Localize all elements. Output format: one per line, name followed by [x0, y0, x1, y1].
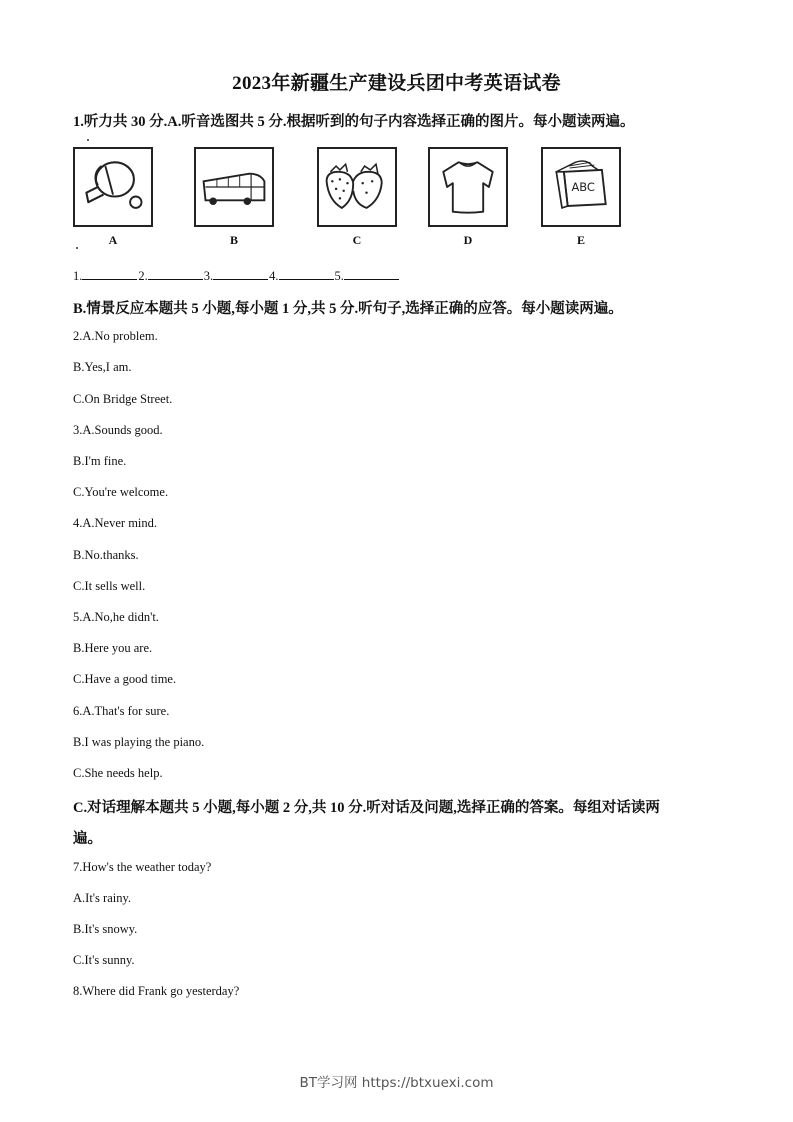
picture-b-label: B	[229, 233, 238, 247]
stray-dot	[87, 139, 89, 141]
picture-e	[541, 147, 621, 227]
ping-pong-paddle-icon	[75, 149, 151, 225]
option-line: 6.A.That's for sure.	[73, 704, 170, 718]
option-line: 4.A.Never mind.	[73, 516, 158, 530]
blank-label-4: 4.	[269, 269, 279, 283]
t-shirt-icon	[430, 149, 506, 225]
question-line: 8.Where did Frank go yesterday?	[73, 984, 240, 998]
option-line: C.Have a good time.	[73, 672, 177, 686]
sectionC-heading: C.对话理解本题共 5 小题,每小题 2 分,共 10 分.听对话及问题,选择正确的答案。每组对话读两	[73, 800, 660, 816]
option-line: B.It's snowy.	[73, 922, 138, 936]
picture-d	[428, 147, 508, 227]
option-line: C.On Bridge Street.	[73, 392, 173, 406]
abc-book-icon	[543, 149, 619, 225]
option-line: B.I'm fine.	[73, 454, 127, 468]
picture-b	[194, 147, 274, 227]
watermark-footer: BT学习网 https://btxuexi.com	[299, 1075, 494, 1091]
picture-e-label: E	[576, 233, 585, 247]
sectionC-heading-continued: 遍。	[73, 831, 102, 847]
stray-dot	[76, 247, 78, 249]
option-line: C.You're welcome.	[73, 485, 169, 499]
page-title: 2023年新疆生产建设兵团中考英语试卷	[232, 73, 561, 94]
question-line: 7.How's the weather today?	[73, 860, 212, 874]
picture-c-label: C	[352, 233, 362, 247]
blank-label-3: 3.	[203, 269, 214, 283]
answer-blank-1[interactable]	[82, 267, 137, 280]
option-line: B.Yes,I am.	[73, 360, 132, 374]
option-line: A.It's rainy.	[73, 891, 132, 905]
blank-label-5: 5.	[334, 269, 344, 283]
strawberries-icon	[319, 149, 395, 225]
option-line: C.It's sunny.	[73, 953, 135, 967]
option-line: 3.A.Sounds good.	[73, 423, 163, 437]
picture-a	[73, 147, 153, 227]
section1-heading: 1.听力共 30 分.A.听音选图共 5 分.根据听到的句子内容选择正确的图片。每小题读两遍。	[73, 114, 635, 130]
picture-c	[317, 147, 397, 227]
picture-d-label: D	[463, 233, 473, 247]
option-line: B.No.thanks.	[73, 548, 139, 562]
answer-blank-2[interactable]	[148, 267, 203, 280]
bus-icon	[196, 149, 272, 225]
option-line: 2.A.No problem.	[73, 329, 158, 343]
option-line: C.She needs help.	[73, 766, 163, 780]
blank-label-2: 2.	[138, 269, 148, 283]
option-line: 5.A.No,he didn't.	[73, 610, 159, 624]
answer-blank-5[interactable]	[344, 267, 399, 280]
sectionB-heading: B.情景反应本题共 5 小题,每小题 1 分,共 5 分.听句子,选择正确的应答。每小题读两遍。	[73, 301, 623, 317]
option-line: C.It sells well.	[73, 579, 146, 593]
blank-label-1: 1.	[73, 269, 83, 283]
answer-blanks	[73, 267, 400, 284]
answer-blank-3[interactable]	[213, 267, 268, 280]
option-line: B.Here you are.	[73, 641, 153, 655]
answer-blank-4[interactable]	[279, 267, 334, 280]
picture-a-label: A	[108, 233, 118, 247]
svg-text:ABC: ABC	[571, 179, 595, 194]
option-line: B.I was playing the piano.	[73, 735, 205, 749]
